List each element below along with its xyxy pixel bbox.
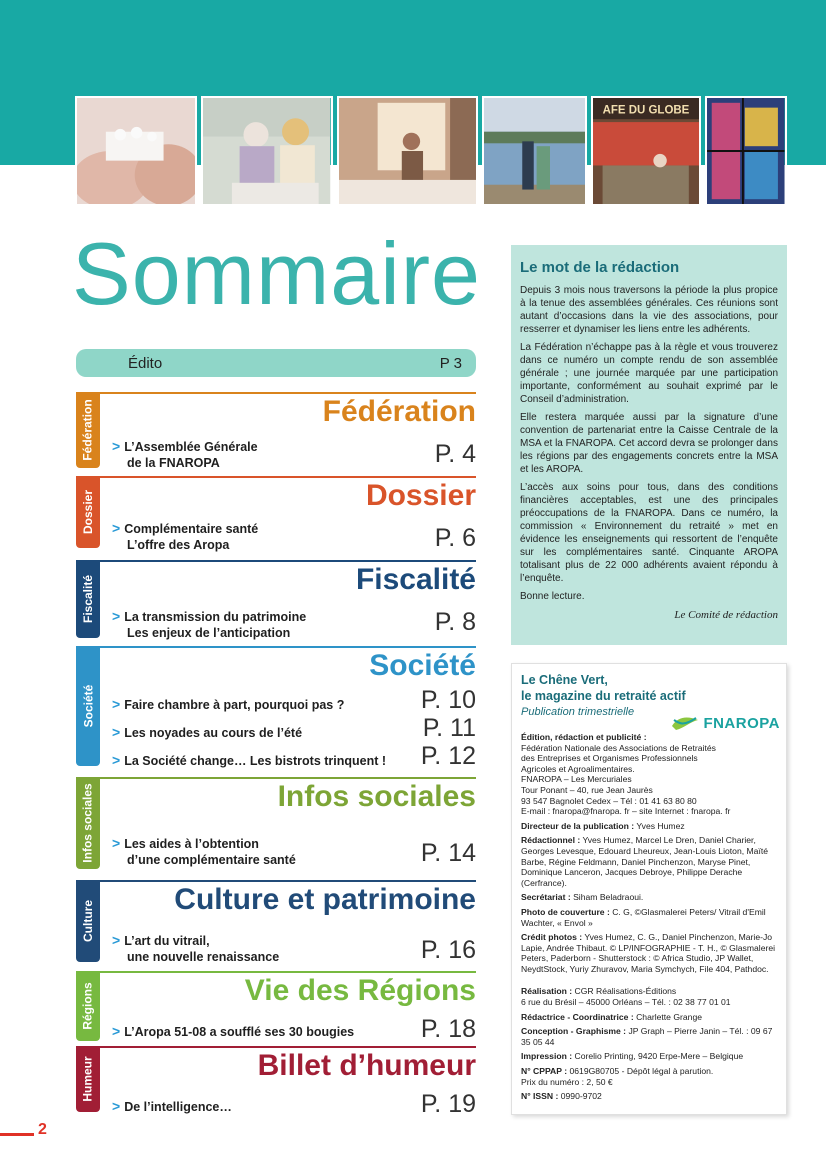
section-rule — [76, 476, 476, 478]
magazine-title: Le Chêne Vert, le magazine du retraité actif — [521, 673, 686, 703]
photo-strip — [75, 96, 787, 206]
cover-block: Photo de couverture : C. G, ©Glasmalerei Peters/ Vitrail d'Emil Wachter, « Envol » — [521, 906, 766, 928]
design-block: Conception - Graphisme : JP Graph – Pierre Janin – Tél. : 09 67 35 05 44 — [521, 1026, 773, 1047]
periodicity: Publication trimestrielle — [521, 706, 635, 718]
photo-bedroom — [337, 96, 478, 206]
section-tab: Humeur — [76, 1046, 100, 1112]
toc-entry[interactable]: > Les noyades au cours de l’été P. 11 — [112, 714, 476, 742]
entry-page: P. 11 — [422, 714, 476, 742]
toc-entry[interactable]: > Faire chambre à part, pourquoi pas ? P. 10 — [112, 686, 476, 714]
leaf-icon — [670, 714, 700, 732]
photo-paper-family — [75, 96, 197, 206]
arrow-icon: > — [112, 438, 121, 454]
entry-page: P. 8 — [434, 608, 476, 636]
issn-block: N° ISSN : 0990-9702 — [521, 1091, 602, 1102]
section-rule — [76, 560, 476, 562]
toc-entry[interactable]: > L’Aropa 51-08 a soufflé ses 30 bougies P. 18 — [112, 1015, 476, 1043]
footer-rule — [0, 1133, 34, 1136]
section-rule — [76, 1046, 476, 1048]
section-tab: Dossier — [76, 476, 100, 548]
coordinator-block: Rédactrice - Coordinatrice : Charlette Grange — [521, 1011, 703, 1022]
entry-page: P. 4 — [434, 440, 476, 468]
toc-entry[interactable]: > De l’intelligence… P. 19 — [112, 1090, 476, 1118]
entry-page: P. 16 — [420, 936, 476, 964]
section-rule — [76, 777, 476, 779]
section-regions[interactable] — [76, 971, 476, 1045]
section-tab: Infos sociales — [76, 777, 100, 869]
photo-seniors — [201, 96, 332, 206]
arrow-icon: > — [112, 724, 121, 740]
section-title: Société — [369, 649, 476, 682]
section-tab: Fédération — [76, 392, 100, 468]
section-rule — [76, 971, 476, 973]
arrow-icon: > — [112, 752, 121, 768]
section-culture[interactable] — [76, 880, 476, 970]
section-federation[interactable] — [76, 392, 476, 476]
toc-entry[interactable]: > L’Assemblée Générale de la FNAROPA P. 4 — [112, 438, 476, 470]
section-title: Fiscalité — [355, 563, 476, 596]
editorial-paragraph: La Fédération n’échappe pas à la règle et vous trouverez dans ce numéro un compte rendu de son assemblée générale ; une journée marquée par une participation importante, conformément au souhait exprimé par le Conseil d’administration. — [520, 342, 778, 405]
photo-lake-children — [482, 96, 587, 206]
cppap-block: N° CPPAP : 0619G80705 - Dépôt légal à parution. Prix du numéro : 2, 50 € — [521, 1066, 714, 1087]
arrow-icon: > — [112, 520, 121, 536]
arrow-icon: > — [112, 835, 121, 851]
toc-entry[interactable]: > La Société change… Les bistrots trinquent ! P. 12 — [112, 742, 476, 770]
director-block: Directeur de la publication : Yves Humez — [521, 820, 685, 831]
fnaropa-logo: FNAROPA — [670, 714, 780, 732]
editorial-paragraph: L’accès aux soins pour tous, dans des conditions financières acceptables, est une des principales préoccupations de la FNAROPA. Dans ce numéro, la commission « Environnement du retraité » met en évidence les enseignements qui ressortent de l’enquête sur les complémentaires santé. Cinquante AROPA totalisant plus de 22 000 adhérents avaient répondu à l’enquête. — [520, 482, 778, 584]
section-title: Fédération — [322, 395, 476, 428]
editorial-box — [511, 245, 787, 645]
section-infos-sociales[interactable] — [76, 777, 476, 873]
photos-block: Crédit photos : Yves Humez, C. G., Daniel Pinchenzon, Marie-Jo Lapie, Andrée Thibaut. © LP/INFOGRAPHIE - T. H., © Glasmalerei Peters, Paderborn - Shutterstock : © Africa Studio, JP Wallet, NeydtStock, Yuriy Zhuravov, Maria Symchych, File 404, Pathdoc. — [521, 932, 776, 974]
edition-block: Édition, rédaction et publicité : Fédération Nationale des Associations de Retraités des Entreprises et Organismes Professionnels Agricoles et Agroalimentaires. FNAROPA – Les Mercuriales Tour Ponant – 40, rue Jean Jaurès 93 547 Bagnolet Cedex – Tél : 01 41 63 80 80 E-mail : fnaropa@fnaropa. fr – site Internet : fnaropa. fr — [521, 732, 731, 817]
edito-label: Édito — [128, 354, 163, 372]
section-tab: Culture — [76, 880, 100, 962]
svg-text:AFE DU GLOBE: AFE DU GLOBE — [602, 104, 690, 117]
section-tab: Régions — [76, 971, 100, 1041]
editors-block: Rédactionnel : Yves Humez, Marcel Le Dren, Daniel Charier, Georges Levesque, Edouard Lheureux, Jean-Louis Lioton, Maïté Barbe, Régine Feldmann, Daniel Pinchenzon, Maryse Pinet, Dominique Lanceron, Jacques Debroye, Philippe Derache (Cerfrance). — [521, 835, 768, 888]
section-fiscalite[interactable] — [76, 560, 476, 646]
toc-entry[interactable]: > L’art du vitrail, une nouvelle renaissance P. 16 — [112, 932, 476, 964]
section-title: Culture et patrimoine — [174, 883, 476, 916]
editorial-paragraph: Bonne lecture. — [520, 591, 585, 602]
arrow-icon: > — [112, 1098, 121, 1114]
editorial-paragraph: Elle restera marquée aussi par la signature d’une convention de partenariat entre la Caisse Centrale de la MSA et la FNAROPA. Cet accord devra se prolonger dans les régions par des engagements concrets entre la MSA et les AROPA. — [520, 412, 778, 475]
editorial-paragraph: Depuis 3 mois nous traversons la période la plus propice à la tenue des assemblées générales. Ces réunions sont autant d’occasions dans la vie des associations, pour resserrer et dynamiser les liens entre les adhérents. — [520, 285, 778, 335]
toc-entry[interactable]: > Complémentaire santé L’offre des Aropa P. 6 — [112, 520, 476, 552]
entry-page: P. 10 — [420, 686, 476, 714]
section-societe[interactable] — [76, 646, 476, 774]
photo-cafe-du-globe — [591, 96, 701, 206]
arrow-icon: > — [112, 1023, 121, 1039]
entry-page: P. 12 — [420, 742, 476, 770]
section-humeur[interactable] — [76, 1046, 476, 1118]
editorial-signature: Le Comité de rédaction — [674, 609, 778, 621]
toc-entry[interactable]: > La transmission du patrimoine Les enjeux de l’anticipation P. 8 — [112, 608, 476, 640]
section-title: Dossier — [365, 479, 476, 512]
arrow-icon: > — [112, 696, 121, 712]
editorial-heading: Le mot de la rédaction — [520, 259, 680, 276]
page-number: 2 — [38, 1121, 47, 1138]
section-title: Vie des Régions — [244, 974, 476, 1007]
arrow-icon: > — [112, 932, 121, 948]
section-rule — [76, 646, 476, 648]
credits-box — [511, 663, 787, 1115]
section-tab: Fiscalité — [76, 560, 100, 638]
section-title: Infos sociales — [277, 780, 476, 813]
arrow-icon: > — [112, 608, 121, 624]
entry-page: P. 19 — [420, 1090, 476, 1118]
section-tab: Société — [76, 646, 100, 766]
section-dossier[interactable] — [76, 476, 476, 560]
secretary-block: Secrétariat : Siham Beladraoui. — [521, 892, 644, 903]
section-title: Billet d’humeur — [257, 1049, 476, 1082]
toc-entry[interactable]: > Les aides à l’obtention d’une complémentaire santé P. 14 — [112, 835, 476, 867]
photo-stained-glass — [705, 96, 787, 206]
section-rule — [76, 880, 476, 882]
sommaire-title: Sommaire — [72, 224, 481, 323]
edito-page: P 3 — [439, 354, 462, 372]
edito-bar[interactable] — [76, 349, 476, 377]
section-rule — [76, 392, 476, 394]
realisation-block: Réalisation : CGR Réalisations-Éditions 6 rue du Brésil – 45000 Orléans – Tél. : 02 38 77 01 01 — [521, 986, 731, 1008]
entry-page: P. 18 — [420, 1015, 476, 1043]
entry-page: P. 6 — [434, 524, 476, 552]
entry-page: P. 14 — [420, 839, 476, 867]
print-block: Impression : Corelio Printing, 9420 Erpe-Mere – Belgique — [521, 1051, 744, 1062]
